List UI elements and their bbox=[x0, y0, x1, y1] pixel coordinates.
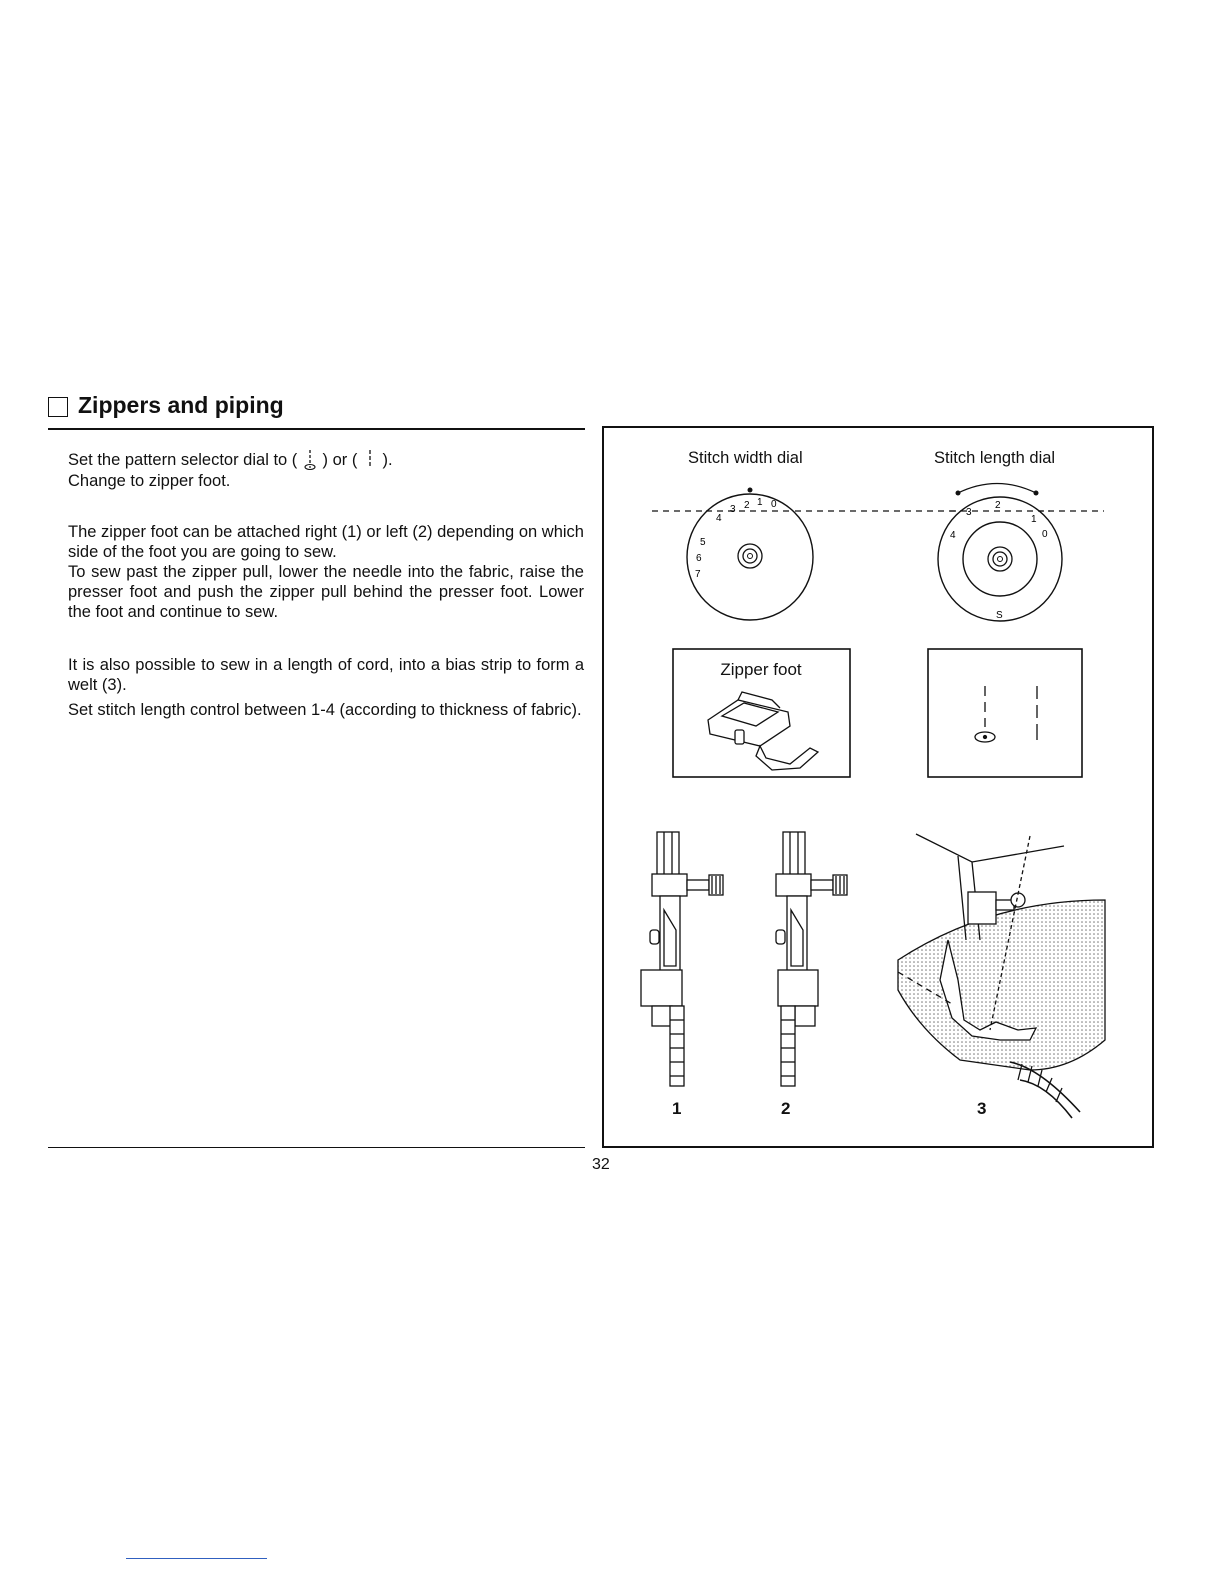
width-dial-number: 1 bbox=[757, 497, 763, 508]
zipper-foot-right-illustration bbox=[641, 832, 723, 1086]
text-fragment: Set the pattern selector dial to ( bbox=[68, 451, 298, 469]
figure-label-2: 2 bbox=[781, 1099, 791, 1118]
figure-label-3: 3 bbox=[977, 1099, 987, 1118]
length-dial-number: 2 bbox=[995, 500, 1001, 511]
zipper-foot-icon bbox=[708, 692, 818, 770]
width-dial-number: 6 bbox=[696, 553, 702, 564]
zipper-foot-label: Zipper foot bbox=[720, 660, 802, 679]
cord-welt-text: It is also possible to sew in a length of cord, into a bias strip to form a welt (3). bbox=[68, 656, 584, 694]
stitch-width-dial bbox=[687, 488, 813, 621]
width-dial-number: 2 bbox=[744, 500, 750, 511]
length-dial-number: 0 bbox=[1042, 529, 1048, 540]
zipper-stitch-symbol-icon bbox=[975, 686, 995, 742]
change-foot-line: Change to zipper foot. bbox=[68, 472, 231, 490]
width-dial-number: 5 bbox=[700, 537, 706, 548]
indicator-dot bbox=[748, 488, 753, 493]
sew-past-pull-text: To sew past the zipper pull, lower the needle into the fabric, raise the presser foot and push the zipper pull behind the presser foot. Lower the foot and continue to sew. bbox=[68, 563, 584, 621]
range-arc bbox=[958, 484, 1036, 494]
width-dial-number: 7 bbox=[695, 569, 701, 580]
width-dial-number: 4 bbox=[716, 513, 722, 524]
stitch-symbols-box bbox=[928, 649, 1082, 777]
stitch-length-text: Set stitch length control between 1-4 (according to thickness of fabric). bbox=[68, 701, 582, 719]
attach-foot-text: The zipper foot can be attached right (1) or left (2) depending on which side of the foot you are going to sew. bbox=[68, 523, 584, 561]
zipper-foot-left-illustration bbox=[776, 832, 847, 1086]
cord-welt-illustration bbox=[898, 834, 1105, 1118]
length-dial-number: 1 bbox=[1031, 514, 1037, 525]
text-fragment: ). bbox=[382, 451, 393, 469]
length-dial-number: S bbox=[996, 610, 1003, 621]
stitch-length-dial bbox=[938, 484, 1062, 622]
page-number: 32 bbox=[592, 1156, 610, 1173]
width-dial-number: 0 bbox=[771, 499, 777, 510]
text-fragment: ) or ( bbox=[322, 451, 358, 469]
length-dial-number: 3 bbox=[966, 507, 972, 518]
stitch-length-caption: Stitch length dial bbox=[934, 449, 1056, 467]
figure-label-1: 1 bbox=[672, 1099, 682, 1118]
width-dial-number: 3 bbox=[730, 504, 736, 515]
link-underline bbox=[126, 1558, 267, 1559]
section-title: Zippers and piping bbox=[78, 392, 284, 418]
length-dial-number: 4 bbox=[950, 530, 956, 541]
stitch-width-caption: Stitch width dial bbox=[688, 449, 803, 467]
